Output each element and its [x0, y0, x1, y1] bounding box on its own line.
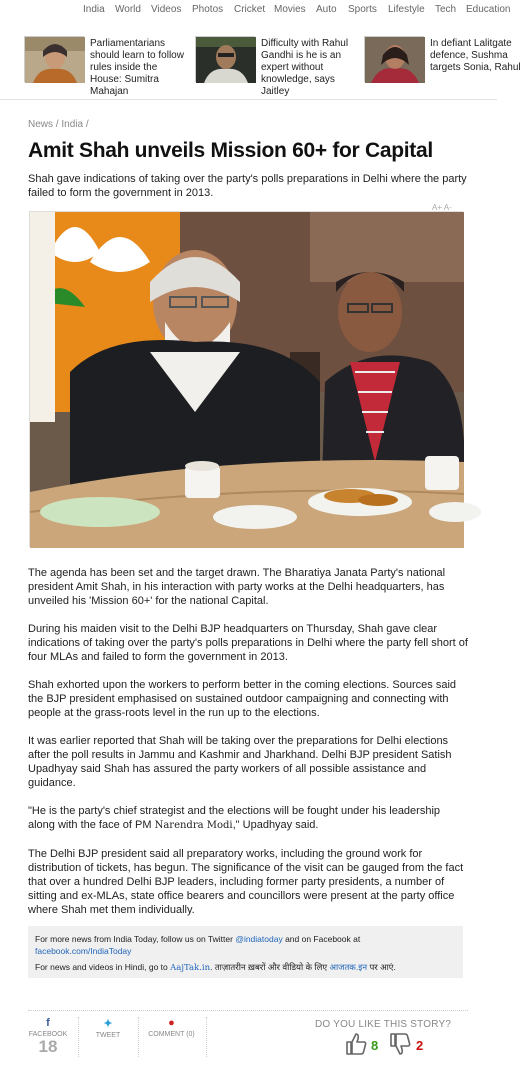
- promo-text: . ताज़ातरीन ख़बरों और वीडियो के लिए: [210, 962, 330, 972]
- font-size-controls[interactable]: A+ A-: [432, 203, 452, 212]
- article-body: [28, 566, 468, 931]
- nav-world[interactable]: World: [115, 4, 141, 15]
- related-thumbnail[interactable]: [195, 36, 255, 82]
- narendra-modi-link[interactable]: Narendra Modi: [154, 820, 233, 831]
- article-lede: Shah gave indications of taking over the party's polls preparations in Delhi where the party failed to form the government in 2013.: [28, 173, 467, 199]
- nav-movies[interactable]: Movies: [274, 4, 306, 15]
- nav-education[interactable]: Education: [466, 4, 511, 15]
- paragraph: The agenda has been set and the target drawn. The Bharatiya Janata Party's national president Amit Shah, in his interaction with party works at the Delhi headquarters, has unveiled his 'Mission 60+' for the national Capital.: [28, 567, 446, 607]
- facebook-share[interactable]: [28, 1017, 68, 1056]
- article-title: Amit Shah unveils Mission 60+ for Capital: [28, 139, 433, 162]
- breadcrumb-india[interactable]: India: [61, 119, 84, 130]
- breadcrumb: [28, 119, 89, 130]
- nav-lifestyle[interactable]: Lifestyle: [388, 4, 425, 15]
- related-stories: [0, 30, 521, 100]
- comment-bubble-icon: ●: [168, 1017, 175, 1029]
- promo-text: पर आएं.: [367, 962, 396, 972]
- related-thumbnail[interactable]: [364, 36, 424, 82]
- promo-text: For more news from India Today, follow us on Twitter: [35, 934, 236, 944]
- divider: [78, 1017, 79, 1057]
- follow-promo-box: [28, 926, 463, 978]
- tweet-label: TWEET: [95, 1032, 121, 1039]
- promo-text: For news and videos in Hindi, go to: [35, 962, 171, 972]
- nav-videos[interactable]: Videos: [151, 4, 182, 15]
- paragraph: During his maiden visit to the Delhi BJP headquarters on Thursday, Shah gave clear indications of taking over the party's polls preparations in Delhi where the party fell short of four MLAs and failed to form the government in 2013.: [28, 623, 468, 663]
- thumbs-down-icon[interactable]: [388, 1032, 412, 1061]
- related-headline[interactable]: In defiant Lalitgate defence, Sushma targets Sonia, Rahul: [430, 38, 521, 73]
- aajtak-link[interactable]: AajTak.in: [170, 963, 211, 973]
- facebook-count: 18: [38, 1037, 58, 1056]
- related-thumbnail[interactable]: [24, 36, 84, 82]
- comment-label: COMMENT (0): [148, 1031, 195, 1038]
- nav-sports[interactable]: Sports: [348, 4, 377, 15]
- paragraph: [28, 804, 468, 833]
- comment-button[interactable]: [144, 1017, 199, 1038]
- facebook-link[interactable]: facebook.com/IndiaToday: [35, 946, 132, 956]
- related-story[interactable]: [24, 36, 184, 96]
- aajtak-hindi-link[interactable]: आजतक.इन: [329, 962, 368, 972]
- like-question: DO YOU LIKE THIS STORY?: [315, 1019, 452, 1030]
- promo-line-social: [35, 933, 456, 957]
- tweet-button[interactable]: [88, 1017, 128, 1039]
- divider: [138, 1017, 139, 1057]
- divider: [206, 1017, 207, 1057]
- promo-text: and on Facebook at: [282, 934, 361, 944]
- facebook-label: FACEBOOK: [28, 1031, 68, 1038]
- paragraph: Shah exhorted upon the workers to perform better in the coming elections. Sources said the BJP president emphasised on sustained outdoor campaigning and connecting with people at the grass-roots level in the run up to the elections.: [28, 679, 457, 719]
- nav-tech[interactable]: Tech: [435, 4, 457, 15]
- promo-line-hindi: [35, 961, 456, 974]
- nav-auto[interactable]: Auto: [316, 4, 337, 15]
- thumbs-up-icon[interactable]: [344, 1032, 368, 1061]
- like-count: 8: [371, 1038, 379, 1053]
- twitter-bird-icon: ✦: [103, 1018, 113, 1030]
- related-story[interactable]: [195, 36, 360, 96]
- nav-india[interactable]: India: [83, 4, 105, 15]
- dislike-count: 2: [416, 1038, 424, 1053]
- breadcrumb-separator: /: [85, 119, 89, 130]
- breadcrumb-news[interactable]: News: [28, 119, 54, 130]
- paragraph: The Delhi BJP president said all preparatory works, including the ground work for distribution of tickets, has begun. The significance of the visit can be gauged from the fact that over a hundred Delhi BJP leaders, including former party presidents, a number of sitting and ex-MLAs, state office bearers and councillors were present at the party office where Shah met them individually.: [28, 848, 464, 916]
- paragraph: It was earlier reported that Shah will be taking over the preparations for Delhi elections after the poll results in Jammu and Kashmir and Jharkhand. Delhi BJP president Satish Upadhyay said Shah has assured the party workers of all possible assistance and guidance.: [28, 735, 452, 789]
- nav-photos[interactable]: Photos: [192, 4, 224, 15]
- related-headline[interactable]: Parliamentarians should learn to follow rules inside the House: Sumitra Mahajan: [90, 38, 184, 97]
- related-headline[interactable]: Difficulty with Rahul Gandhi is he is an expert without knowledge, says Jaitley: [261, 38, 349, 97]
- article-photo: [29, 211, 463, 547]
- top-nav: [0, 0, 511, 20]
- facebook-icon: f: [46, 1017, 50, 1029]
- twitter-link[interactable]: @indiatoday: [235, 934, 283, 944]
- breadcrumb-separator: /: [55, 119, 59, 130]
- quote-text: ," Upadhyay said.: [232, 819, 319, 831]
- related-story[interactable]: [364, 36, 521, 96]
- quote-text: "He is the party's chief strategist and the elections will be fought under his leadership along with the face of PM: [28, 805, 441, 831]
- nav-cricket[interactable]: Cricket: [234, 4, 266, 15]
